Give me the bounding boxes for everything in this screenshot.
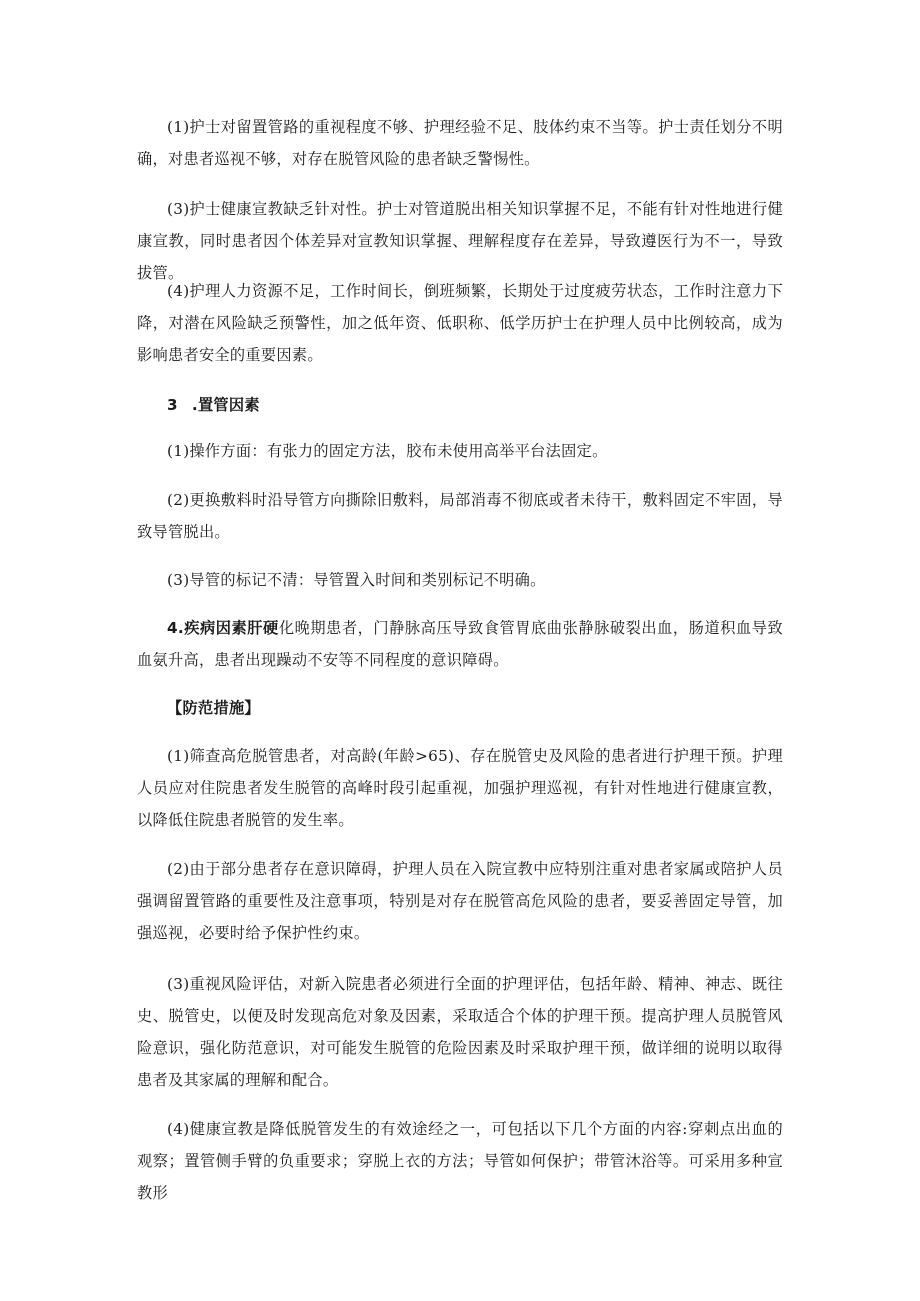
list-item: (2)更换敷料时沿导管方向撕除旧敷料，局部消毒不彻底或者未待干，敷料固定不牢固，导致导管脱出。 xyxy=(137,491,783,541)
list-item: (3)导管的标记不清：导管置入时间和类别标记不明确。 xyxy=(167,571,546,589)
paragraph-disease-factors xyxy=(137,612,783,676)
section-number: 3 xyxy=(167,396,178,414)
list-item: (3)重视风险评估，对新入院患者必须进行全面的护理评估，包括年龄、精神、神志、既往史、脱管史，以便及时发现高危对象及因素，采取适合个体的护理干预。提高护理人员脱管风险意识，强化防范意识，对可能发生脱管的危险因素及时采取护理干预，做详细的说明以取得患者及其家属的理解和配合。 xyxy=(137,975,783,1089)
list-item: (1)操作方面：有张力的固定方法，胶布未使用高举平台法固定。 xyxy=(167,442,608,460)
paragraph-nurse-attention: (1)护士对留置管路的重视程度不够、护理经验不足、肢体约束不当等。护士责任划分不明确，对患者巡视不够，对存在脱管风险的患者缺乏警惕性。 xyxy=(137,118,783,168)
measures-heading: 【防范措施】 xyxy=(167,699,260,717)
disease-factors-lead: 4.疾病因素肝硬 xyxy=(167,619,279,637)
list-item: (2)由于部分患者存在意识障碍，护理人员在入院宣教中应特别注重对患者家属或陪护人员强调留置管路的重要性及注意事项，特别是对存在脱管高危风险的患者，要妥善固定导管，加强巡视，必要时给予保护性约束。 xyxy=(137,860,783,942)
disease-factors-text: 化晚期患者，门静脉高压导致食管胃底曲张静脉破裂出血，肠道积血导致血氨升高，患者出现躁动不安等不同程度的意识障碍。 xyxy=(137,619,783,669)
list-item: (1)筛查高危脱管患者，对高龄(年龄>65)、存在脱管史及风险的患者进行护理干预。护理人员应对住院患者发生脱管的高峰时段引起重视，加强护理巡视，有针对性地进行健康宣教，以降低住院患者脱管的发生率。 xyxy=(137,747,783,829)
paragraph-human-resources: (4)护理人力资源不足，工作时间长，倒班频繁，长期处于过度疲劳状态，工作时注意力下降，对潜在风险缺乏预警性，加之低年资、低职称、低学历护士在护理人员中比例较高，成为影响患者安全的重要因素。 xyxy=(137,282,783,364)
paragraph-health-education: (3)护士健康宣教缺乏针对性。护士对管道脱出相关知识掌握不足，不能有针对性地进行健康宣教，同时患者因个体差异对宣教知识掌握、理解程度存在差异，导致遵医行为不一，导致拔管。 xyxy=(137,200,783,282)
list-item: (4)健康宣教是降低脱管发生的有效途经之一，可包括以下几个方面的内容:穿刺点出血的观察；置管侧手臂的负重要求；穿脱上衣的方法；导管如何保护；带管沐浴等。可采用多种宣教形 xyxy=(137,1120,783,1202)
section-title: .置管因素 xyxy=(191,396,260,414)
section-heading-catheter-factors xyxy=(137,389,783,421)
